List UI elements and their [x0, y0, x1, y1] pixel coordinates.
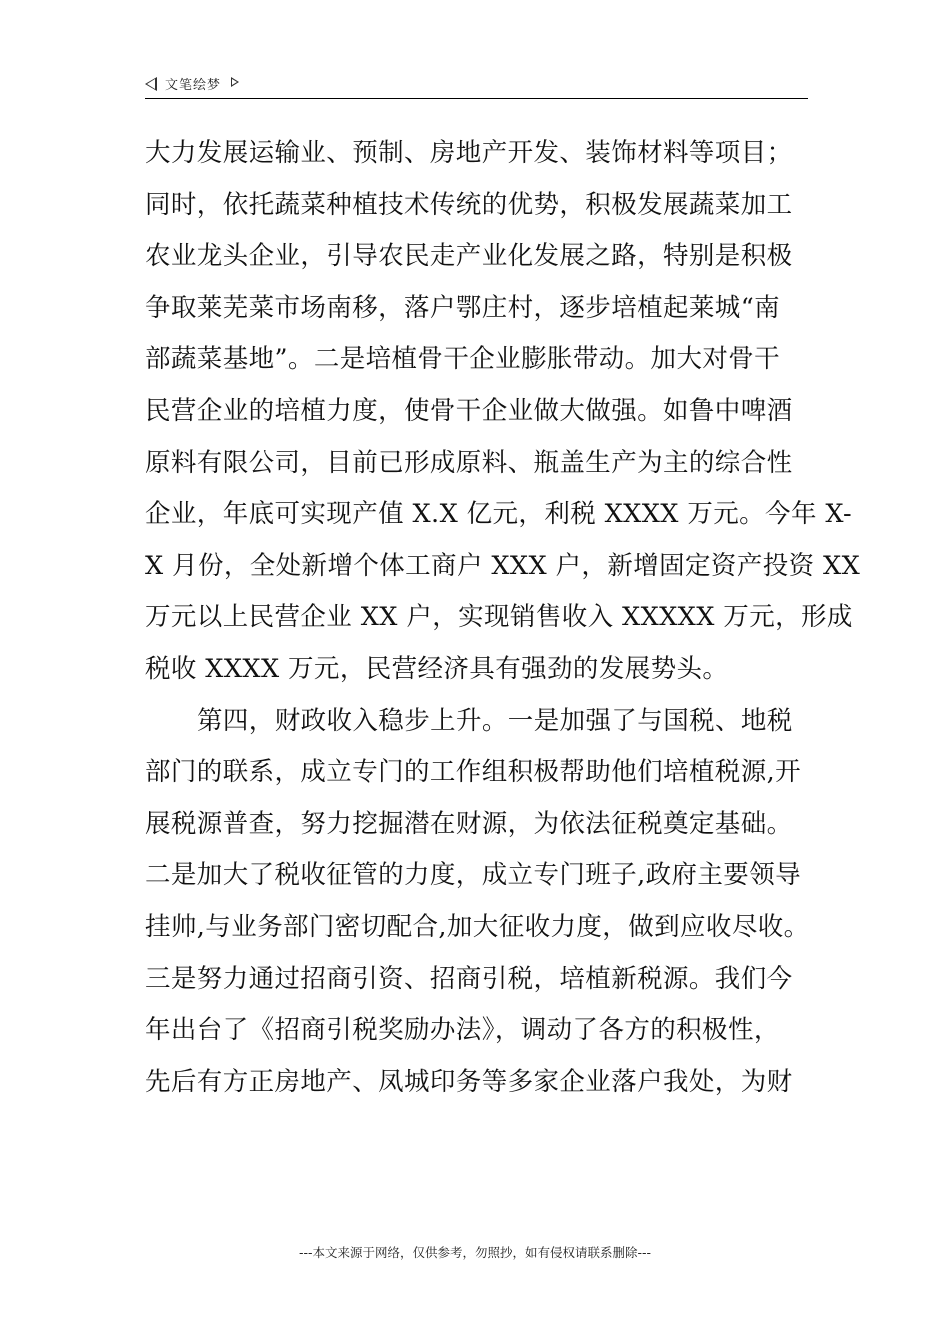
triangle-right-outline-icon [231, 77, 239, 87]
body-line: 展税源普查，努力挖掘潜在财源，为依法征税奠定基础。 [145, 808, 793, 839]
body-line: 先后有方正房地产、凤城印务等多家企业落户我处，为财 [145, 1066, 793, 1097]
footer-notice: ---本文来源于网络，仅供参考，勿照抄，如有侵权请联系删除--- [298, 1245, 652, 1260]
triangle-left-outline-icon [145, 77, 157, 91]
body-line: 万元以上民营企业 XX 户，实现销售收入 XXXXX 万元，形成 [145, 602, 853, 633]
body-line: 二是加大了税收征管的力度，成立专门班子,政府主要领导 [145, 860, 802, 891]
body-line: 企业，年底可实现产值 X.X 亿元，利税 XXXX 万元。今年 X- [145, 499, 853, 530]
body-line: 农业龙头企业，引导农民走产业化发展之路，特别是积极 [145, 241, 793, 272]
body-line: 三是努力通过招商引资、招商引税，培植新税源。我们今 [145, 963, 793, 994]
body-line: 原料有限公司，目前已形成原料、瓶盖生产为主的综合性 [145, 447, 793, 478]
body-line: 争取莱芜菜市场南移，落户鄂庄村，逐步培植起莱城“南 [145, 292, 781, 323]
page-header [145, 74, 808, 99]
body-line: X 月份，全处新增个体工商户 XXX 户，新增固定资产投资 XX [145, 550, 861, 581]
body-line: 民营企业的培植力度，使骨干企业做大做强。如鲁中啤酒 [145, 395, 793, 426]
body-line: 部蔬菜基地”。二是培植骨干企业膨胀带动。加大对骨干 [145, 344, 781, 375]
body-line: 大力发展运输业、预制、房地产开发、装饰材料等项目； [145, 138, 793, 168]
paragraph-start-line: 第四，财政收入稳步上升。一是加强了与国税、地税 [197, 705, 793, 736]
body-line: 部门的联系，成立专门的工作组积极帮助他们培植税源,开 [145, 757, 802, 788]
body-line: 挂帅,与业务部门密切配合,加大征收力度，做到应收尽收。 [145, 911, 810, 942]
header-brand: 文笔绘梦 [165, 77, 222, 93]
body-line: 同时，依托蔬菜种植技术传统的优势，积极发展蔬菜加工 [145, 189, 793, 220]
body-line: 年出台了《招商引税奖励办法》，调动了各方的积极性， [145, 1015, 780, 1046]
body-line: 税收 XXXX 万元，民营经济具有强劲的发展势头。 [145, 653, 729, 684]
document-body [145, 128, 861, 1108]
